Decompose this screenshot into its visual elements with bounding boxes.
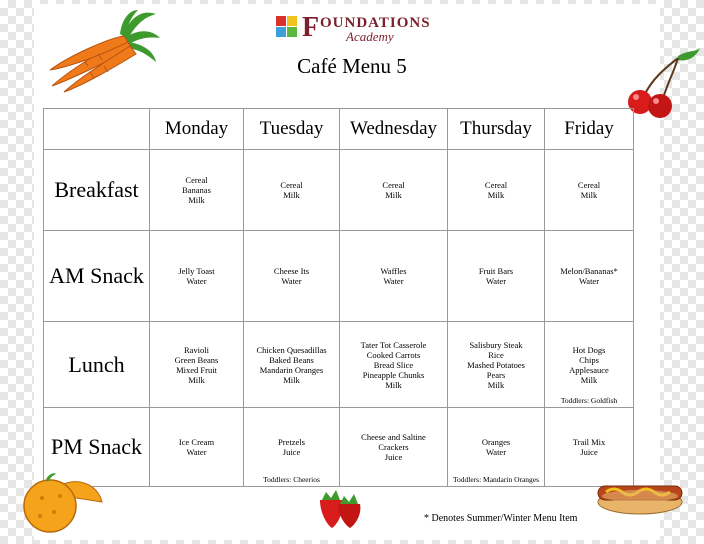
menu-item: Milk (487, 379, 505, 390)
menu-item: Juice (282, 447, 301, 457)
menu-item: Milk (283, 374, 300, 385)
menu-cell (448, 322, 545, 408)
menu-item: Bread Slice (373, 359, 414, 370)
menu-item: Milk (580, 374, 598, 385)
menu-item: Salisbury Steak (469, 339, 523, 350)
logo (276, 14, 466, 44)
menu-item: Milk (188, 195, 205, 205)
menu-cell (448, 231, 545, 322)
menu-item: Bananas (182, 185, 211, 195)
menu-cell (340, 408, 448, 487)
logo-blocks-icon (276, 16, 298, 38)
strawberries-icon (316, 484, 366, 530)
menu-cell (545, 322, 634, 408)
menu-item: Water (485, 276, 507, 286)
menu-item: Chips (579, 354, 599, 365)
logo-initial: F (302, 12, 320, 43)
day-header-row (44, 109, 634, 150)
meal-label: PM Snack (44, 408, 150, 487)
menu-cell (150, 322, 244, 408)
menu-item: Juice (580, 447, 598, 457)
menu-item: Milk (188, 374, 205, 385)
logo-name: OUNDATIONS (320, 15, 431, 31)
menu-item: Cereal (382, 180, 405, 190)
menu-item: Tater Tot Casserole (360, 339, 427, 350)
meal-label: Lunch (44, 322, 150, 408)
meal-row (44, 150, 634, 231)
menu-item: Green Beans (174, 354, 219, 365)
menu-cell (244, 408, 340, 487)
toddler-note: Toddlers: Mandarin Oranges (452, 475, 540, 484)
menu-item: Pineapple Chunks (362, 369, 425, 380)
menu-cell (448, 150, 545, 231)
menu-item: Water (578, 276, 600, 286)
menu-item: Pears (486, 369, 506, 380)
menu-item: Cereal (185, 175, 208, 185)
menu-item: Water (383, 276, 404, 286)
meal-row (44, 231, 634, 322)
orange-icon (20, 466, 106, 536)
toddler-note: Toddlers: Cheerios (263, 475, 320, 484)
menu-item: Fruit Bars (478, 266, 514, 276)
day-header: Monday (150, 109, 244, 150)
menu-cell (545, 231, 634, 322)
menu-item: Crackers (378, 442, 409, 452)
menu-item: Mandarin Oranges (259, 364, 324, 375)
menu-cell (340, 322, 448, 408)
menu-item: Juice (384, 452, 403, 462)
menu-item: Water (186, 447, 207, 457)
menu-item: Cheese and Saltine (361, 432, 426, 442)
menu-table (43, 108, 634, 487)
meal-row (44, 408, 634, 487)
meal-row (44, 322, 634, 408)
footnote: * Denotes Summer/Winter Menu Item (424, 513, 578, 524)
day-header: Thursday (448, 109, 545, 150)
menu-item: Jelly Toast (178, 266, 215, 276)
menu-item: Oranges (481, 437, 511, 447)
menu-item: Mashed Potatoes (467, 359, 525, 370)
day-header: Friday (545, 109, 634, 150)
menu-item: Water (281, 276, 302, 286)
menu-item: Hot Dogs (572, 344, 606, 355)
menu-item: Cooked Carrots (366, 349, 421, 360)
menu-item: Milk (487, 190, 505, 200)
hotdog-icon (594, 470, 686, 518)
menu-item: Chicken Quesadillas (256, 344, 327, 355)
menu-cell (150, 408, 244, 487)
menu-item: Milk (580, 190, 598, 200)
meal-label: Breakfast (44, 150, 150, 231)
menu-cell (150, 231, 244, 322)
menu-item: Cheese Its (273, 266, 310, 276)
menu-cell (244, 231, 340, 322)
menu-item: Waffles (380, 266, 407, 276)
menu-item: Milk (385, 190, 402, 200)
menu-item: Milk (283, 190, 300, 200)
menu-item: Cereal (484, 180, 508, 190)
menu-item: Cereal (280, 180, 303, 190)
menu-item: Melon/Bananas* (560, 266, 618, 276)
menu-cell (340, 231, 448, 322)
page-title: Café Menu 5 (297, 54, 407, 78)
menu-cell (150, 150, 244, 231)
menu-cell (244, 322, 340, 408)
toddler-note: Toddlers: Goldfish (560, 396, 618, 405)
menu-cell (545, 150, 634, 231)
menu-item: Ravioli (183, 344, 210, 355)
menu-item: Rice (488, 349, 504, 360)
carrots-icon (44, 8, 164, 98)
menu-item: Milk (385, 379, 402, 390)
menu-item: Cereal (577, 180, 601, 190)
menu-cell (340, 150, 448, 231)
corner-cell (44, 109, 150, 150)
menu-cell (448, 408, 545, 487)
menu-item: Applesauce (569, 364, 609, 375)
menu-item: Baked Beans (269, 354, 314, 365)
menu-item: Mixed Fruit (176, 364, 217, 375)
day-header: Tuesday (244, 109, 340, 150)
meal-label: AM Snack (44, 231, 150, 322)
menu-item: Ice Cream (178, 437, 215, 447)
menu-item: Pretzels (278, 437, 305, 447)
menu-cell (244, 150, 340, 231)
menu-item: Water (485, 447, 507, 457)
day-header: Wednesday (340, 109, 448, 150)
logo-subtitle: Academy (346, 29, 394, 44)
menu-item: Water (186, 276, 207, 286)
menu-item: Trail Mix (572, 437, 606, 447)
